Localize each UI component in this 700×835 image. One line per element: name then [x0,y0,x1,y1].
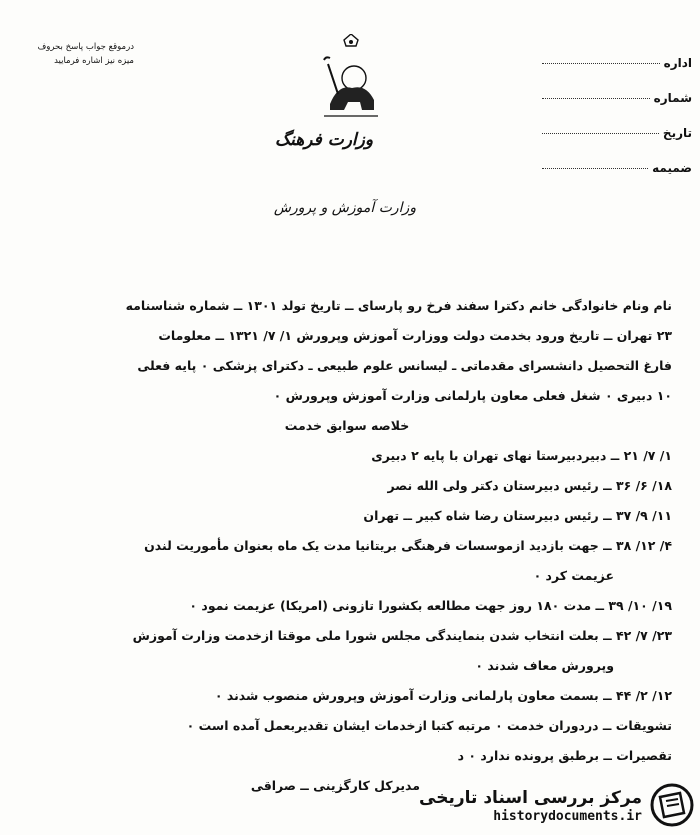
service-entry-continuation: عزیمت کرد ۰ [533,568,614,583]
signature-line: مدیرکل کارگزینی ــ صراقی [250,778,420,793]
field-office-label: اداره [663,56,692,70]
lion-and-sun-emblem-icon [318,34,384,124]
field-office-line [542,62,660,64]
commendations-line: تشویقات ــ دردوران خدمت ۰ مرتبه کتبا ازخدمات ایشان تقدیربعمل آمده است ۰ [186,718,672,733]
body-line: نام ونام خانوادگی خانم دکترا سفند فرخ رو پارسای ــ تاریخ تولد ۱۳۰۱ ــ شماره شناسنامه [125,298,672,313]
header-fields [542,36,692,176]
body-line: ۱۰ دبیری ۰ شغل فعلی معاون پارلمانی وزارت آموزش وپرورش ۰ [273,388,672,403]
field-attachment [542,141,692,176]
ministry-name: وزارت آموزش و پرورش [273,200,417,216]
document-body [22,298,672,778]
watermark-text [419,787,642,824]
archive-logo-icon [650,783,694,827]
body-line: فارغ التحصیل دانشسرای مقدماتی ـ لیسانس علوم طبیعی ـ دکترای پزشکی ۰ پایه فعلی [137,358,672,373]
emblem-title: وزارت فرهنگ [274,130,374,150]
reply-note-line1: درموقع جواب پاسخ بحروف [37,42,134,52]
service-entry-continuation: وپرورش معاف شدند ۰ [475,658,614,673]
reply-note [14,40,134,68]
field-date-line [542,132,659,134]
service-entry: ۱/ ۷/ ۲۱ ــ دبیردبیرستا نهای تهران با پایه ۲ دبیری [371,448,672,463]
field-number-label: شماره [653,91,692,105]
watermark [400,775,700,835]
service-entry: ۱۲/ ۲/ ۴۴ ــ بسمت معاون پارلمانی وزارت آموزش وپرورش منصوب شدند ۰ [214,688,672,703]
service-entry: ۴/ ۱۲/ ۳۸ ــ جهت بازدید ازموسسات فرهنگی بریتانیا مدت یک ماه بعنوان مأموریت لندن [144,538,672,553]
field-office [542,36,692,71]
field-date [542,106,692,141]
watermark-url: historydocuments.ir [493,808,642,824]
watermark-title: مرکز بررسی اسناد تاریخی [419,787,642,808]
service-entry: ۱۹/ ۱۰/ ۳۹ ــ مدت ۱۸۰ روز جهت مطالعه بکشورا تازونی (امریکا) عزیمت نمود ۰ [189,598,672,613]
field-date-label: تاریخ [662,126,692,140]
service-entry: ۱۸/ ۶/ ۳۶ ــ رئیس دبیرستان دکتر ولی الله نصر [387,478,672,493]
reply-note-line2: میزه نیز اشاره فرمایید [54,56,134,66]
field-attachment-line [542,167,648,169]
field-attachment-label: ضمیمه [652,161,692,175]
service-entry: ۲۳/ ۷/ ۴۲ ــ بعلت انتخاب شدن بنمایندگی مجلس شورا ملی موقتا ازخدمت وزارت آموزش [132,628,672,643]
body-line: ۲۳ تهران ــ تاریخ ورود بخدمت دولت ووزارت آموزش وپرورش ۱/ ۷/ ۱۳۲۱ ــ معلومات [158,328,672,343]
service-entry: ۱۱/ ۹/ ۳۷ ــ رئیس دبیرستان رضا شاه کبیر ــ تهران [363,508,672,523]
service-summary-heading: خلاصه سوابق خدمت [284,418,410,433]
field-number-line [542,97,650,99]
violations-line: تقصیرات ــ برطبق پرونده ندارد ۰ د [457,748,672,763]
field-number [542,71,692,106]
